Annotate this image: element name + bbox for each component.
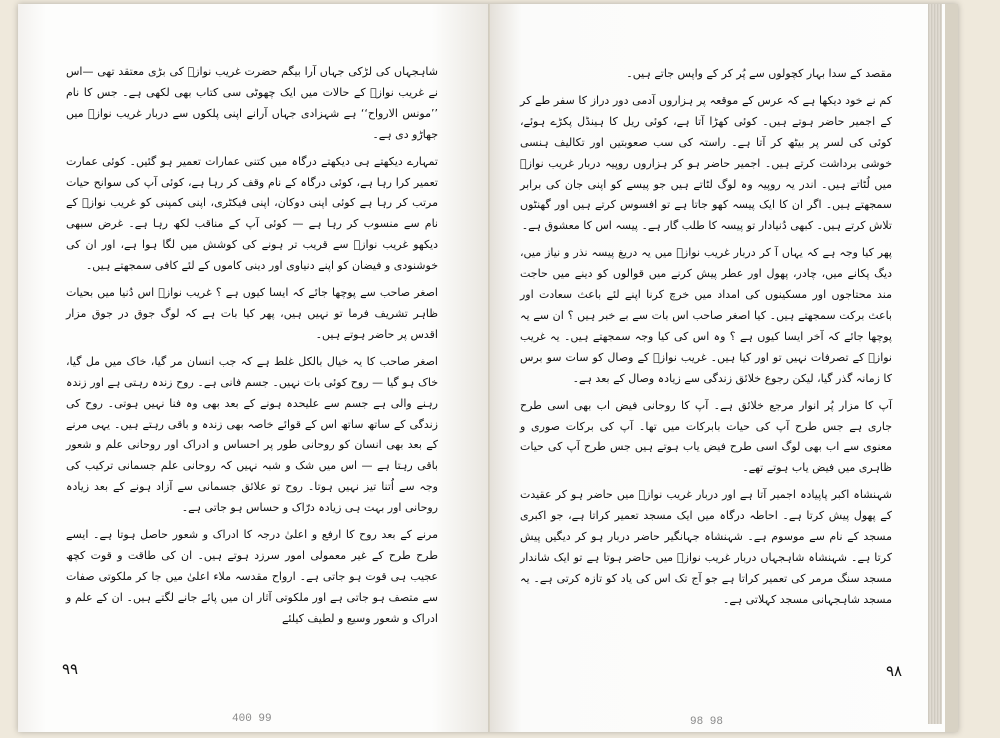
left-paragraph: اصغر صاحب کا یہ خیال بالکل غلط ہے کہ جب انسان مر گیا، خاک میں مل گیا، خاک ہو گیا — روح کوئی بات نہیں۔ جسم فانی ہے۔ روح زندہ رہتی ہے اور زندہ رہنے والی ہے جسم سے علیحدہ ہونے کے بعد بھی وہ فنا نہیں ہوتی۔ روح کی زندگی کے ساتھ ساتھ اس کے قوائے خاصہ بھی زندہ و باقی رہتے ہیں۔ یہی مرنے کے بعد بھی انسان کو روحانی طور پر احساس و ادراک اور روحانی علم و شعور باقی رہتا ہے — اس میں شک و شبہ نہیں کہ روحانی علم جسمانی ترکیب کی وجہ سے اُتنا تیز نہیں ہوتا۔ روح تو علائق جسمانی سے آزاد ہونے کے بعد زیادہ روحانی اور بہت ہی زیادہ درّاک و حساس ہو جاتی ہے۔	[66, 354, 438, 515]
left-page-text	[66, 62, 438, 630]
right-page-text	[520, 64, 892, 611]
left-paragraph: مرنے کے بعد روح کا ارفع و اعلیٰ درجہ کا ادراک و شعور حاصل ہوتا ہے۔ ایسے طرح طرح کے غیر معمولی امور سرزد ہوتے ہیں۔ ان کی طاقت و قوت کچھ عجیب ہی قوت ہو جاتی ہے۔ ارواح مقدسہ ملاء اعلیٰ میں جا کر ملکوتی صفات سے متصف ہو جاتی ہے اور ملکوتی آثار ان میں پائے جانے لگتے ہیں۔ ان کے علم و ادراک و شعور وسیع و لطیف کیلئے	[66, 528, 438, 625]
right-paragraph: آپ کا مزار پُر انوار مرجع خلائق ہے۔ آپ کا روحانی فیض اب بھی اسی طرح جاری ہے جس طرح آپ کی حیات بابرکات میں تھا۔ آپ کی برکات صوری و معنوی سے اب بھی لوگ اسی طرح فیض یاب ہوتے ہیں جس طرح آپ کی حیات ظاہری میں فیض یاب ہوتے تھے۔	[520, 398, 892, 475]
right-page	[490, 4, 945, 732]
right-paragraph: پھر کیا وجہ ہے کہ یہاں آ کر دربار غریب نوازؒ میں یہ دریغ پیسہ نذر و نیاز میں، دیگ پکانے میں، چادر، پھول اور عطر پیش کرنے میں قوالوں کو دینے میں حاجت مند محتاجوں اور مسکینوں کی امداد میں خرچ کرنا اپنے لئے باعث سعادت اور باعث برکت سمجھتے ہیں۔ کیا اصغر صاحب اس بات سے بے خبر ہیں ؟ ان سے یہ پوچھا جائے کہ آخر ایسا کیوں ہے ؟ وہ اس کی کیا وجہ سمجھتے ہیں۔ یہ غریب نوازؒ کے تصرفات نہیں تو اور کیا ہیں۔ غریب نوازؒ کے وصال کو سات سو برس کا زمانہ گذر گیا، لیکن رجوع خلائق زندگی سے زیادہ وصال کے بعد ہے۔	[520, 246, 892, 385]
left-paragraph: شاہجہاں کی لڑکی جہاں آرا بیگم حضرت غریب نوازؒ کی بڑی معتقد تھی —اس نے غریب نوازؒ کے حالات میں ایک چھوٹی سی کتاب بھی لکھی ہے۔ جس کا نام ’’مونس الارواح‘‘ ہے شہزادی جہاں آرانے اپنی پلکوں سے دربار غریب نوازؒ میں جھاڑو دی ہے۔	[66, 65, 438, 141]
left-page-number: ۹۹	[62, 660, 79, 678]
right-paragraph: کم نے خود دیکھا ہے کہ عرس کے موقعہ پر ہزاروں آدمی دور دراز کا سفر طے کر کے اجمیر حاضر ہوتے ہیں۔ کوئی کھڑا آتا ہے، کوئی ریل کا ہینڈل پکڑے ہوئے، کوئی کی لسر پر بیٹھ کر آتا ہے۔ راستہ کی سب صعوبتیں اور تکالیف ہنسی خوشی برداشت کرتے ہیں۔ اجمیر حاضر ہو کر ہزاروں روپیہ دربار غریب نوازؒ میں لُٹاتے ہیں۔ اندر یہ روپیہ وہ لوگ لٹاتے ہیں جو پیسے کو اپنی جان کی برابر سمجھتے ہیں۔ اگر ان کا ایک پیسہ کھو جاتا ہے تو افسوس کرتے ہیں اور گھنٹوں تلاش کرتے ہیں۔ کبھی دُنیادار تو پیسہ کا طلب گار ہے۔ پیسہ اس کا معشوق ہے۔	[520, 93, 892, 233]
left-page	[18, 4, 489, 732]
left-paragraph: اصغر صاحب سے پوچھا جائے کہ ایسا کیوں ہے ؟ غریب نوازؒ اس دُنیا میں بحیات ظاہر تشریف فرما تو نہیں ہیں، پھر کیا بات ہے کہ لوگ جوق در جوق مزار اقدس پر حاضر ہوتے ہیں۔	[66, 286, 438, 341]
right-paragraph: مقصد کے سدا بہار کچولوں سے پُر کر کے واپس جاتے ہیں۔	[626, 67, 892, 80]
right-page-number: ۹۸	[886, 662, 903, 680]
right-paragraph: شہنشاہ اکبر پاپیادہ اجمیر آتا ہے اور دربار غریب نوازؒ میں حاضر ہو کر عقیدت کے پھول پیش کرتا ہے۔ احاطہ درگاہ میں ایک مسجد تعمیر کراتا ہے، جو اکبری مسجد کے نام سے موسوم ہے۔ شہنشاہ جہانگیر حاضر دربار ہو کر دیگیں پیش کرتا ہے۔ شہنشاہ شاہجہاں دربار غریب نوازؒ میں حاضر ہوتا ہے تو ایک شاندار مسجد سنگ مرمر کی تعمیر کراتا ہے جو آج تک اس کی یاد کو تازہ کرتی ہے۔ یہ مسجد شاہجہانی مسجد کہلاتی ہے۔	[520, 488, 892, 606]
book-spread	[18, 4, 958, 732]
book-page-edges	[928, 4, 942, 724]
right-page-stamp: 98 98	[690, 716, 724, 728]
left-page-stamp: 400 99	[232, 713, 272, 725]
left-paragraph: تمہارے دیکھتے ہی دیکھتے درگاہ میں کتنی عمارات تعمیر ہو گئیں۔ کوئی عمارت تعمیر کرا رہا ہے، کوئی درگاہ کے نام وقف کر رہا ہے، کوئی آپ کی سوانح حیات مرتب کر رہا ہے کوئی اپنی دوکان، اپنی فیکٹری، اپنی کمپنی کو غریب نوازؒ کے نام سے منسوب کر رہا ہے — کوئی آپ کے مناقب لکھ رہا ہے۔ غرض سبھی دیکھو غریب نوازؒ سے قریب تر ہونے کی کوشش میں لگا ہوا ہے، اور ان کی خوشنودی و فیضان کو اپنے دنیاوی اور دینی کاموں کے لئے کافی سمجھتے ہیں۔	[66, 154, 438, 273]
